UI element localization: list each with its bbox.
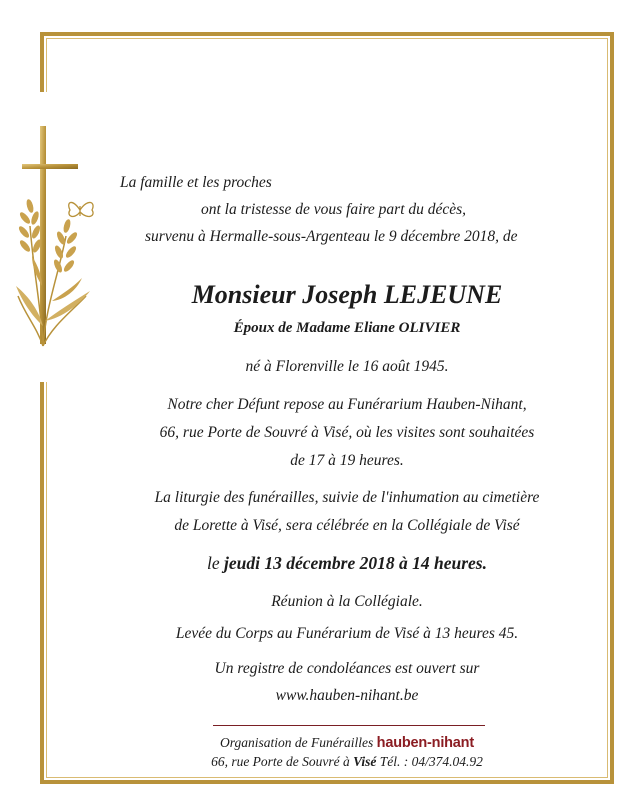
meeting-line: Réunion à la Collégiale.: [271, 593, 423, 610]
ceremony-date: [112, 555, 582, 573]
ceremony-line-1: La liturgie des funérailles, suivie de l'inhumation au cimetière: [154, 489, 540, 506]
spouse-line: Époux de Madame Eliane OLIVIER: [233, 320, 461, 336]
birth-line: né à Florenville le 16 août 1945.: [245, 358, 449, 375]
viewing-line-3: de 17 à 19 heures.: [290, 452, 404, 469]
condolences-url: www.hauben-nihant.be: [275, 687, 419, 704]
ceremony-date-bold: jeudi 13 décembre 2018 à 14 heures.: [224, 553, 487, 573]
footer-org-label: Organisation de Funérailles: [220, 735, 374, 750]
footer-address-city: Visé: [353, 754, 377, 769]
ceremony-date-prefix: le: [207, 553, 225, 573]
footer-divider: [213, 725, 485, 726]
intro-line-2: ont la tristesse de vous faire part du décès,: [201, 201, 467, 218]
footer-address: [112, 755, 582, 769]
deceased-name: Monsieur Joseph LEJEUNE: [191, 280, 503, 309]
footer-org: [112, 736, 582, 751]
cross-wheat-butterfly-icon: [12, 126, 112, 361]
condolences-line: Un registre de condoléances est ouvert sur: [214, 660, 480, 677]
viewing-line-1: Notre cher Défunt repose au Funérarium Hauben-Nihant,: [167, 396, 527, 413]
ceremony-line-2: de Lorette à Visé, sera célébrée en la Collégiale de Visé: [174, 517, 520, 534]
footer-phone: Tél. : 04/374.04.92: [379, 754, 483, 769]
intro-line-1: La famille et les proches: [120, 174, 272, 191]
footer-address-prefix: 66, rue Porte de Souvré à: [211, 754, 350, 769]
brand-logo: hauben-nihant: [376, 735, 474, 751]
intro-line-3: survenu à Hermalle-sous-Argenteau le 9 décembre 2018, de: [145, 228, 518, 245]
departure-line: Levée du Corps au Funérarium de Visé à 13 heures 45.: [175, 625, 519, 642]
viewing-line-2: 66, rue Porte de Souvré à Visé, où les visites sont souhaitées: [159, 424, 535, 441]
